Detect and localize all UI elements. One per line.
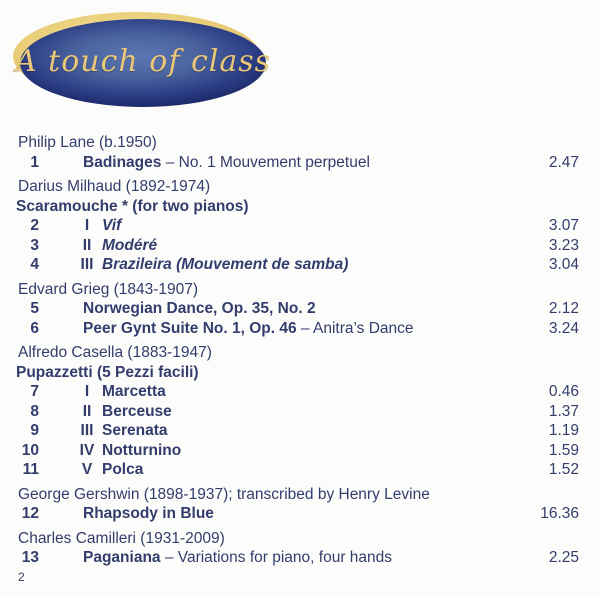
track-title: Rhapsody in Blue — [83, 505, 214, 522]
track-number: 10 — [21, 441, 39, 459]
track-title-group — [102, 255, 537, 275]
movement-numeral: III — [80, 256, 94, 273]
work-title: Scaramouche * (for two pianos) — [16, 197, 249, 215]
track-number: 9 — [30, 422, 39, 439]
work-title: Pupazzetti (5 Pezzi facili) — [16, 363, 199, 381]
composer-section — [0, 177, 600, 275]
track-row — [0, 319, 600, 339]
track-subtitle: – No. 1 Mouvement perpetuel — [161, 153, 370, 171]
track-title-group — [83, 548, 537, 568]
composer-section — [0, 529, 600, 568]
track-number: 13 — [21, 549, 39, 566]
track-row — [0, 504, 600, 524]
track-title-group — [102, 382, 537, 402]
movement-numeral: II — [82, 402, 92, 420]
track-number: 4 — [30, 256, 39, 273]
composer-section — [0, 280, 600, 339]
track-duration: 3.07 — [548, 217, 579, 234]
movement-numeral: IV — [79, 441, 95, 459]
record-label-logo — [13, 12, 272, 108]
track-title-group — [102, 421, 537, 441]
track-duration: 16.36 — [540, 505, 579, 522]
track-duration: 2.12 — [548, 300, 579, 317]
track-title: Paganiana — [83, 549, 161, 566]
composer-section — [0, 343, 600, 480]
track-title-group — [102, 460, 537, 480]
track-duration: 1.37 — [548, 402, 579, 420]
track-duration: 2.47 — [548, 153, 579, 171]
track-row — [0, 460, 600, 480]
track-duration: 1.19 — [548, 422, 579, 439]
composer-section — [0, 133, 600, 172]
track-number: 2 — [30, 217, 39, 234]
track-title: Brazileira (Mouvement de samba) — [102, 256, 349, 273]
composer-section — [0, 485, 600, 524]
track-title-group — [83, 504, 528, 524]
composer-name: Edvard Grieg (1843-1907) — [18, 280, 199, 298]
track-title: Peer Gynt Suite No. 1, Op. 46 — [83, 319, 297, 337]
track-number: 8 — [30, 402, 39, 420]
track-duration: 3.04 — [548, 256, 579, 273]
track-row — [0, 421, 600, 441]
track-row — [0, 382, 600, 402]
track-number: 5 — [30, 300, 39, 317]
track-title-group — [102, 441, 537, 461]
composer-name: Charles Camilleri (1931-2009) — [18, 529, 225, 547]
track-title: Modéré — [102, 236, 158, 254]
track-number: 3 — [30, 236, 39, 254]
track-duration: 1.52 — [548, 461, 579, 478]
track-number: 12 — [21, 505, 39, 522]
track-row — [0, 236, 600, 256]
track-duration: 0.46 — [548, 383, 579, 400]
track-title: Berceuse — [102, 402, 172, 420]
track-number: 11 — [22, 461, 39, 478]
track-duration: 1.59 — [548, 441, 579, 459]
logo-title: A touch of class — [14, 43, 272, 79]
composer-name: Darius Milhaud (1892-1974) — [18, 178, 211, 195]
composer-name: George Gershwin (1898-1937); transcribed by Henry Levine — [18, 485, 430, 503]
movement-numeral: V — [81, 461, 93, 478]
track-title-group — [83, 299, 537, 319]
track-duration: 3.23 — [548, 236, 579, 254]
track-title: Polca — [102, 461, 144, 478]
track-duration: 2.25 — [548, 549, 579, 566]
track-number: 1 — [30, 153, 39, 171]
track-row — [0, 402, 600, 422]
track-title-group — [102, 216, 537, 236]
track-row — [0, 153, 600, 173]
track-subtitle: – Anitra’s Dance — [296, 319, 414, 337]
composer-name: Alfredo Casella (1883-1947) — [18, 344, 212, 361]
movement-numeral: I — [84, 217, 90, 234]
track-row — [0, 255, 600, 275]
track-number: 6 — [30, 319, 39, 337]
track-subtitle: – Variations for piano, four hands — [160, 549, 393, 566]
page-number: 2 — [18, 570, 25, 584]
track-row — [0, 441, 600, 461]
movement-numeral: I — [84, 383, 90, 400]
movement-numeral: II — [82, 236, 92, 254]
track-title-group — [83, 319, 537, 339]
movement-numeral: III — [80, 422, 94, 439]
track-title: Badinages — [83, 153, 162, 171]
track-row — [0, 216, 600, 236]
track-title-group — [102, 402, 537, 422]
composer-name: Philip Lane (b.1950) — [18, 134, 157, 151]
track-number: 7 — [30, 383, 39, 400]
track-title-group — [83, 153, 537, 173]
track-title: Vif — [102, 217, 122, 234]
track-title: Serenata — [102, 422, 168, 439]
track-title: Notturnino — [102, 441, 182, 459]
logo-blue-oval — [14, 19, 272, 107]
track-title: Norwegian Dance, Op. 35, No. 2 — [83, 300, 316, 317]
track-title-group — [102, 236, 537, 256]
track-listing — [0, 133, 600, 568]
track-row — [0, 299, 600, 319]
track-row — [0, 548, 600, 568]
track-duration: 3.24 — [548, 319, 579, 337]
track-title: Marcetta — [102, 383, 166, 400]
